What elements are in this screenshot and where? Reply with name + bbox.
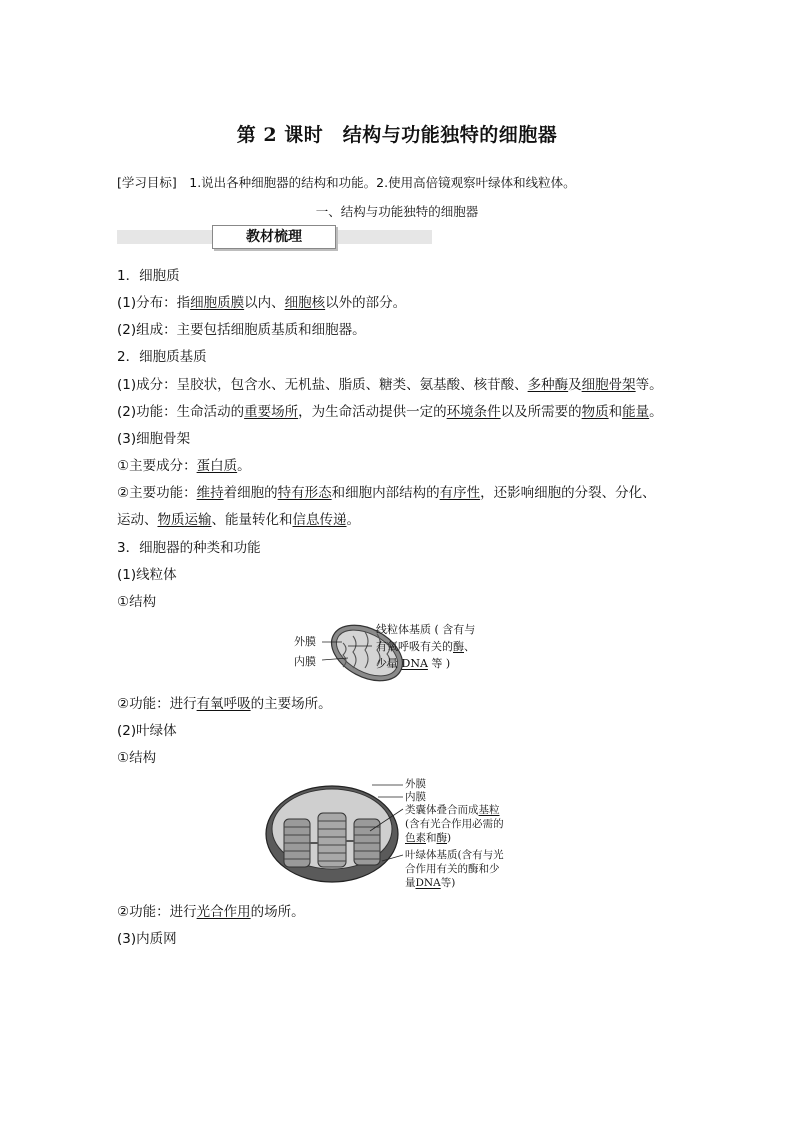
blank-answer: 维持 — [196, 485, 224, 501]
line-17: ②功能：进行光合作用的场所。 — [117, 904, 305, 920]
label-inner-membrane: 内膜 — [405, 791, 426, 803]
line-2: (1)分布：指细胞质膜以内、细胞核以外的部分。 — [117, 295, 407, 311]
blank-answer: 能量 — [622, 404, 650, 420]
blank-answer: 信息传递 — [292, 512, 347, 528]
label-matrix-line2: 有氧呼吸有关的酶、 — [376, 640, 475, 653]
blank-answer: 物质运输 — [157, 512, 212, 528]
line-1: 1．细胞质 — [117, 268, 180, 284]
line-7: (3)细胞骨架 — [117, 431, 191, 447]
blank-answer: 有序性 — [439, 485, 481, 501]
section-heading: 一、结构与功能独特的细胞器 — [315, 204, 479, 219]
label-grana-line1: 类囊体叠合而成基粒 — [405, 804, 500, 816]
line-16: ①结构 — [117, 750, 157, 766]
line-4: 2．细胞质基质 — [117, 349, 207, 365]
label-matrix-line3: 少量 DNA 等 ) — [376, 657, 451, 670]
label-grana-line3: 色素和酶) — [405, 832, 452, 844]
blank-answer: 重要场所 — [244, 404, 299, 420]
label-outer-membrane: 外膜 — [294, 635, 316, 648]
line-5: (1)成分：呈胶状，包含水、无机盐、脂质、糖类、氨基酸、核苷酸、多种酶及细胞骨架等。 — [117, 377, 663, 393]
blank-answer: 特有形态 — [277, 485, 332, 501]
line-9: ②主要功能：维持着细胞的特有形态和细胞内部结构的有序性，还影响细胞的分裂、分化、 — [117, 485, 656, 501]
box-tag: 教材梳理 — [212, 225, 336, 249]
line-12: (1)线粒体 — [117, 567, 177, 583]
blank-answer: 细胞质膜 — [190, 295, 245, 311]
label-grana-line2: (含有光合作用必需的 — [405, 818, 504, 830]
blank-answer: 光合作用 — [196, 904, 251, 920]
blank-answer: 细胞骨架 — [581, 377, 636, 393]
leader-lines — [262, 773, 412, 898]
line-6: (2)功能：生命活动的重要场所，为生命活动提供一定的环境条件以及所需要的物质和能量。 — [117, 404, 663, 420]
line-3: (2)组成：主要包括细胞质基质和细胞器。 — [117, 322, 366, 338]
line-8: ①主要成分：蛋白质。 — [117, 458, 251, 474]
label-stroma-line3: 量DNA等) — [405, 877, 456, 889]
blank-answer: 细胞核 — [284, 295, 326, 311]
page-title: 第 2 课时 结构与功能独特的细胞器 — [236, 124, 558, 146]
line-10: 运动、物质运输、能量转化和信息传递。 — [117, 512, 360, 528]
label-outer-membrane: 外膜 — [405, 778, 426, 790]
chloroplast-diagram — [262, 773, 532, 898]
mitochondrion-diagram — [290, 618, 520, 688]
learning-goals: [学习目标] 1.说出各种细胞器的结构和功能。2.使用高倍镜观察叶绿体和线粒体。 — [117, 175, 576, 190]
blank-answer: 环境条件 — [446, 404, 501, 420]
blank-answer: 蛋白质 — [196, 458, 238, 474]
line-11: 3．细胞器的种类和功能 — [117, 540, 261, 556]
blank-answer: 多种酶 — [527, 377, 569, 393]
label-matrix-line1: 线粒体基质 ( 含有与 — [376, 623, 476, 636]
line-18: (3)内质网 — [117, 931, 177, 947]
blank-answer: 物质 — [581, 404, 609, 420]
line-13: ①结构 — [117, 594, 157, 610]
label-stroma-line2: 合作用有关的酶和少 — [405, 863, 500, 875]
label-stroma-line1: 叶绿体基质(含有与光 — [405, 849, 504, 861]
line-14: ②功能：进行有氧呼吸的主要场所。 — [117, 696, 332, 712]
line-15: (2)叶绿体 — [117, 723, 177, 739]
blank-answer: 有氧呼吸 — [196, 696, 251, 712]
label-inner-membrane: 内膜 — [294, 655, 316, 668]
